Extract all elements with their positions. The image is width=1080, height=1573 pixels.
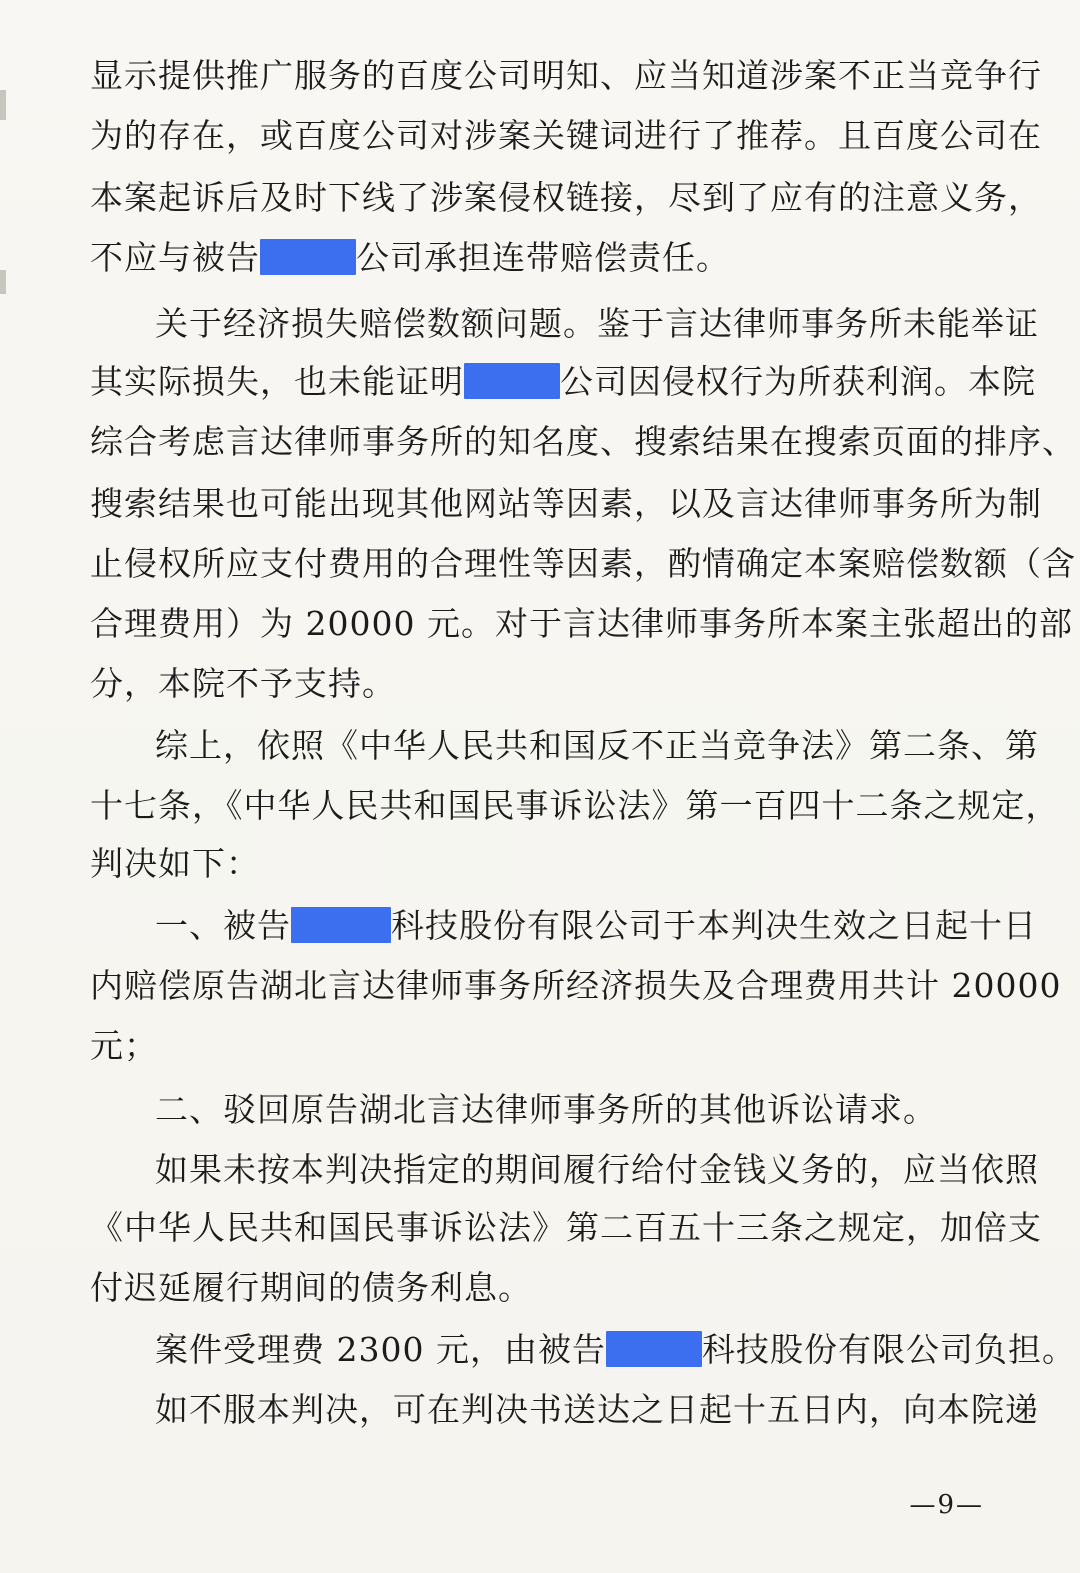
text-segment: 如果未按本判决指定的期间履行给付金钱义务的，应当依照	[155, 1150, 1039, 1189]
text-segment: 综合考虑言达律师事务所的知名度、搜索结果在搜索页面的排序、	[90, 422, 1076, 461]
text-segment: 其实际损失，也未能证明	[90, 362, 464, 401]
text-line	[90, 172, 1042, 224]
redaction-block	[291, 907, 391, 943]
text-line	[90, 1202, 1042, 1254]
text-segment: 如不服本判决，可在判决书送达之日起十五日内，向本院递	[155, 1390, 1039, 1429]
text-segment: 十七条，《中华人民共和国民事诉讼法》第一百四十二条之规定，	[90, 786, 1060, 825]
scan-edge-mark	[0, 270, 6, 294]
text-segment: 分，本院不予支持。	[90, 664, 396, 703]
text-segment: 止侵权所应支付费用的合理性等因素，酌情确定本案赔偿数额（含	[90, 544, 1076, 583]
redaction-block	[464, 363, 560, 399]
text-line	[90, 780, 1060, 832]
text-line	[155, 298, 1039, 350]
text-segment: 搜索结果也可能出现其他网站等因素，以及言达律师事务所为制	[90, 484, 1042, 523]
text-line	[155, 1324, 1076, 1376]
text-line	[90, 538, 1076, 590]
text-segment: 为的存在，或百度公司对涉案关键词进行了推荐。且百度公司在	[90, 116, 1042, 155]
redaction-block	[260, 239, 356, 275]
text-segment: 关于经济损失赔偿数额问题。鉴于言达律师事务所未能举证	[155, 304, 1039, 343]
text-line	[90, 658, 985, 710]
text-line	[90, 838, 985, 890]
text-line	[90, 50, 1042, 102]
text-segment: 本案起诉后及时下线了涉案侵权链接，尽到了应有的注意义务，	[90, 178, 1042, 217]
text-segment: 公司因侵权行为所获利润。本院	[560, 362, 1036, 401]
text-segment: 元；	[90, 1026, 158, 1065]
text-line	[90, 232, 985, 284]
text-line	[155, 1144, 1039, 1196]
text-segment: 付迟延履行期间的债务利息。	[90, 1268, 532, 1307]
text-line	[90, 598, 1073, 650]
text-line	[90, 960, 1062, 1012]
text-segment: 显示提供推广服务的百度公司明知、应当知道涉案不正当竞争行	[90, 56, 1042, 95]
text-segment: 判决如下：	[90, 844, 260, 883]
text-segment: 科技股份有限公司负担。	[701, 1330, 1076, 1369]
text-line	[90, 478, 1042, 530]
page-number: —9—	[909, 1490, 984, 1520]
text-segment: 一、被告	[155, 906, 291, 945]
text-line	[155, 720, 1039, 772]
text-segment: 综上，依照《中华人民共和国反不正当竞争法》第二条、第	[155, 726, 1039, 765]
text-line	[90, 110, 1042, 162]
text-segment: 合理费用）为 20000 元。对于言达律师事务所本案主张超出的部	[90, 604, 1073, 643]
text-line	[155, 900, 1037, 952]
text-segment: 不应与被告	[90, 238, 260, 277]
redaction-block	[606, 1331, 702, 1367]
text-segment: 科技股份有限公司于本判决生效之日起十日	[391, 906, 1037, 945]
text-line	[90, 1020, 985, 1072]
text-segment: 《中华人民共和国民事诉讼法》第二百五十三条之规定，加倍支	[90, 1208, 1042, 1247]
text-line	[155, 1384, 1039, 1436]
text-segment: 案件受理费 2300 元，由被告	[155, 1330, 606, 1369]
text-segment: 公司承担连带赔偿责任。	[356, 238, 730, 277]
text-segment: 内赔偿原告湖北言达律师事务所经济损失及合理费用共计 20000	[90, 966, 1062, 1005]
text-line	[155, 1084, 985, 1136]
text-line	[90, 1262, 985, 1314]
scan-edge-mark	[0, 90, 6, 120]
text-segment: 二、驳回原告湖北言达律师事务所的其他诉讼请求。	[155, 1090, 937, 1129]
text-line	[90, 356, 1036, 408]
text-line	[90, 416, 1076, 468]
